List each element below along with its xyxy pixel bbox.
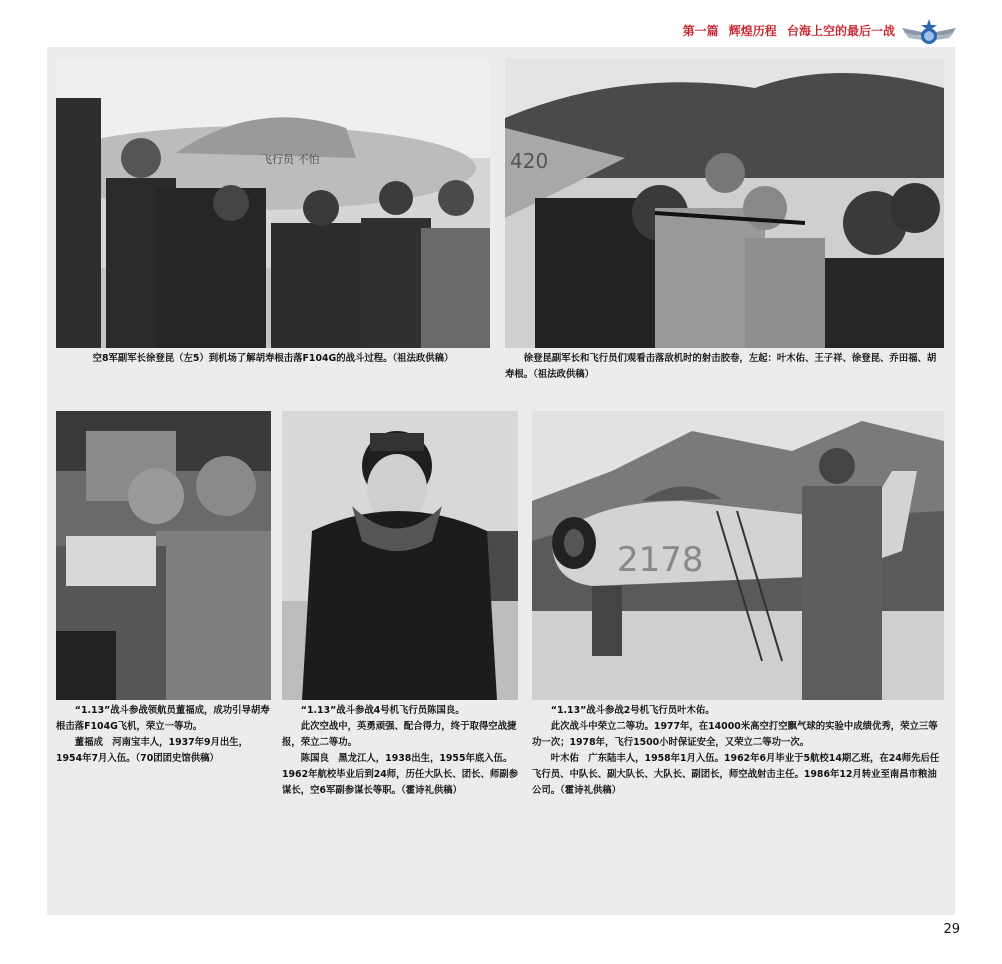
caption-5-line-3: 叶木佑 广东陆丰人，1958年1月入伍。1962年6月毕业于5航校14期乙班，在24师先后任飞行员、中队长、副大队长、大队长、副团长，师空战射击主任。1986年12月转业至南昌市粮油公司。（霍诗礼供稿） (532, 753, 940, 796)
caption-4-line-3: 陈国良 黑龙江人，1938出生，1955年底入伍。1962年航校毕业后到24师，历任大队长、团长、师副参谋长，空6军副参谋长等职。（霍诗礼供稿） (282, 753, 519, 796)
header-part: 辉煌历程 (728, 24, 777, 38)
caption-4-line-1: “1.13”战斗参战4号机飞行员陈国良。 (300, 705, 465, 716)
plane-slogan: 飞行员 不怕 (261, 153, 320, 166)
photo-pilot-ye-muyou-with-jet (532, 411, 944, 700)
photo-officers-at-airfield (56, 58, 490, 348)
header-section: 第一篇 (682, 24, 719, 38)
photo-pilots-viewing-film (505, 58, 944, 348)
caption-photo-3 (56, 703, 274, 767)
photo-navigator-dong-fucheng (56, 411, 271, 700)
caption-3-line-2: 董福成 河南宝丰人，1937年9月出生，1954年7月入伍。（70团团史馆供稿） (56, 737, 249, 764)
caption-3-line-1: “1.13”战斗参战领航员董福成，成功引导胡寿根击落F104G飞机，荣立一等功。 (56, 705, 270, 732)
photo-pilot-chen-guoliang (282, 411, 518, 700)
page-number: 29 (943, 922, 960, 937)
running-header (600, 22, 895, 44)
caption-photo-1 (56, 351, 490, 367)
caption-1-text: 空8军副军长徐登昆（左5）到机场了解胡寿根击落F104G的战斗过程。（祖法政供稿） (92, 353, 454, 364)
header-title: 台海上空的最后一战 (786, 24, 895, 38)
caption-photo-2 (505, 351, 944, 383)
caption-photo-4 (282, 703, 520, 799)
caption-5-line-2: 此次战斗中荣立二等功。1977年，在14000米高空打空飘气球的实验中成绩优秀，荣立三等功一次；1978年，飞行1500小时保证安全，又荣立二等功一次。 (532, 721, 938, 748)
aircraft-number: 2178 (617, 540, 704, 580)
caption-2-text: 徐登昆副军长和飞行员们观看击落敌机时的射击胶卷，左起：叶木佑、王子祥、徐登昆、乔田福、胡寿根。（祖法政供稿） (505, 353, 937, 380)
caption-5-line-1: “1.13”战斗参战2号机飞行员叶木佑。 (550, 705, 715, 716)
air-force-wings-logo-icon (900, 16, 958, 48)
caption-photo-5 (532, 703, 946, 799)
plane-number-2: 420 (510, 149, 549, 173)
caption-4-line-2: 此次空战中，英勇顽强、配合得力，终于取得空战捷报，荣立二等功。 (282, 721, 517, 748)
